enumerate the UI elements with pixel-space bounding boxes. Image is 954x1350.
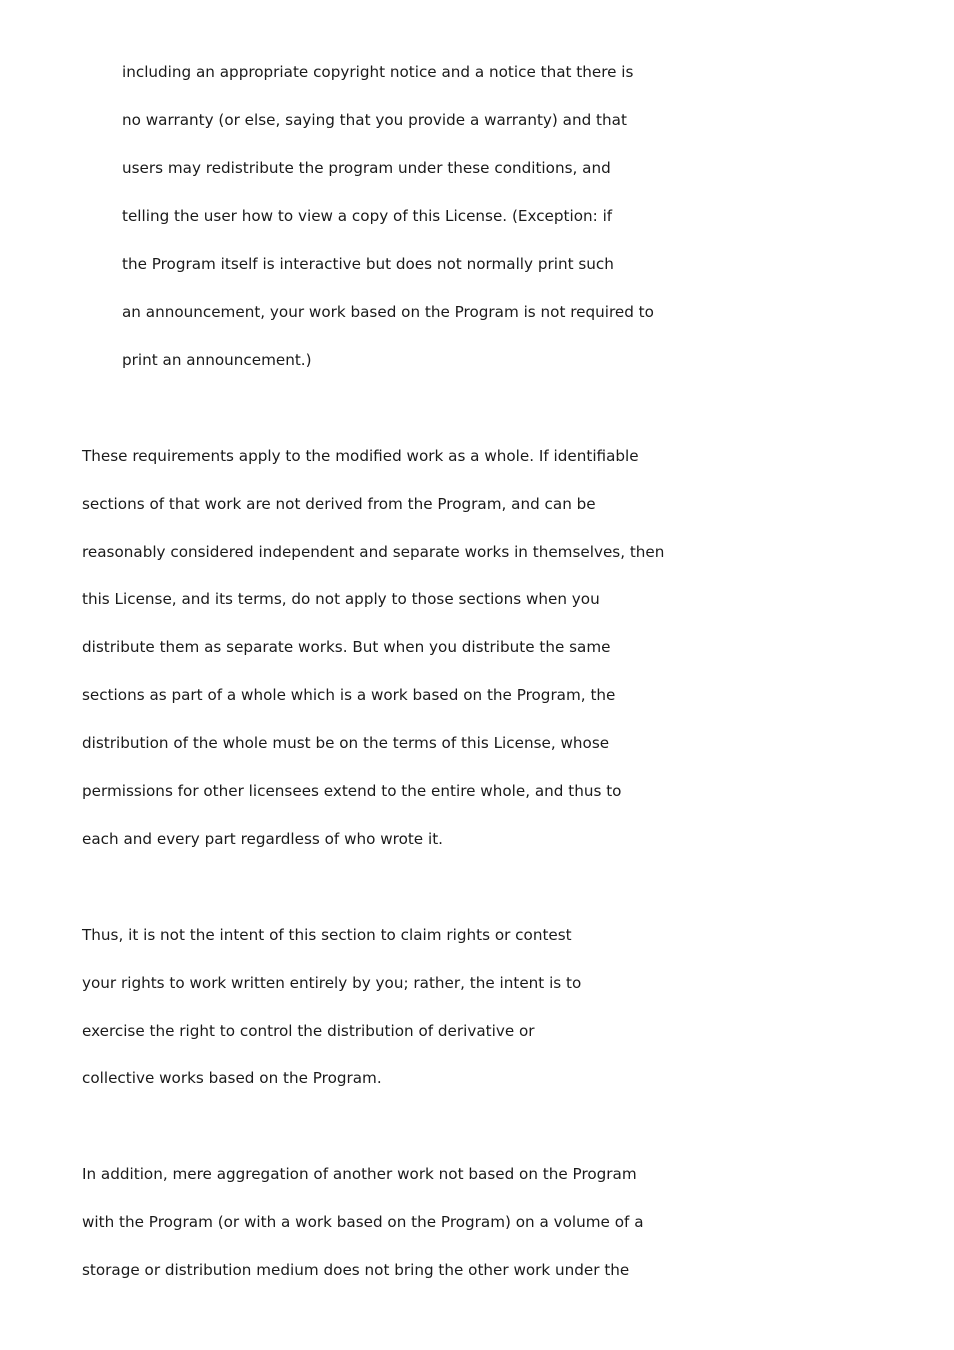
text-line: this License, and its terms, do not apply to those sections when you — [82, 590, 600, 608]
text-line: sections of that work are not derived from the Program, and can be — [82, 495, 596, 513]
text-line: your rights to work written entirely by you; rather, the intent is to — [82, 974, 582, 992]
text-line: In addition, mere aggregation of another work not based on the Program — [82, 1165, 637, 1183]
text-line: distribution of the whole must be on the terms of this License, whose — [82, 734, 610, 752]
text-line: exercise the right to control the distribution of derivative or — [82, 1022, 535, 1040]
text-line: the Program itself is interactive but does not normally print such — [122, 255, 614, 273]
text-line: each and every part regardless of who wrote it. — [82, 830, 443, 848]
text-line: sections as part of a whole which is a work based on the Program, the — [82, 686, 616, 704]
text-line: users may redistribute the program under these conditions, and — [122, 159, 611, 177]
text-line: telling the user how to view a copy of this License. (Exception: if — [122, 207, 613, 225]
text-line: permissions for other licensees extend to the entire whole, and thus to — [82, 782, 622, 800]
text-line: reasonably considered independent and separate works in themselves, then — [82, 543, 665, 561]
text-line: These requirements apply to the modified work as a whole. If identifiable — [82, 447, 639, 465]
text-line: no warranty (or else, saying that you provide a warranty) and that — [122, 111, 627, 129]
text-line: print an announcement.) — [122, 351, 312, 369]
text-line: an announcement, your work based on the Program is not required to — [122, 303, 654, 321]
text-line: storage or distribution medium does not bring the other work under the — [82, 1261, 630, 1279]
text-line: with the Program (or with a work based on the Program) on a volume of a — [82, 1213, 644, 1231]
text-line: collective works based on the Program. — [82, 1069, 382, 1087]
text-line: distribute them as separate works. But when you distribute the same — [82, 638, 611, 656]
text-line: Thus, it is not the intent of this section to claim rights or contest — [82, 926, 572, 944]
text-line: including an appropriate copyright notice and a notice that there is — [122, 63, 634, 81]
